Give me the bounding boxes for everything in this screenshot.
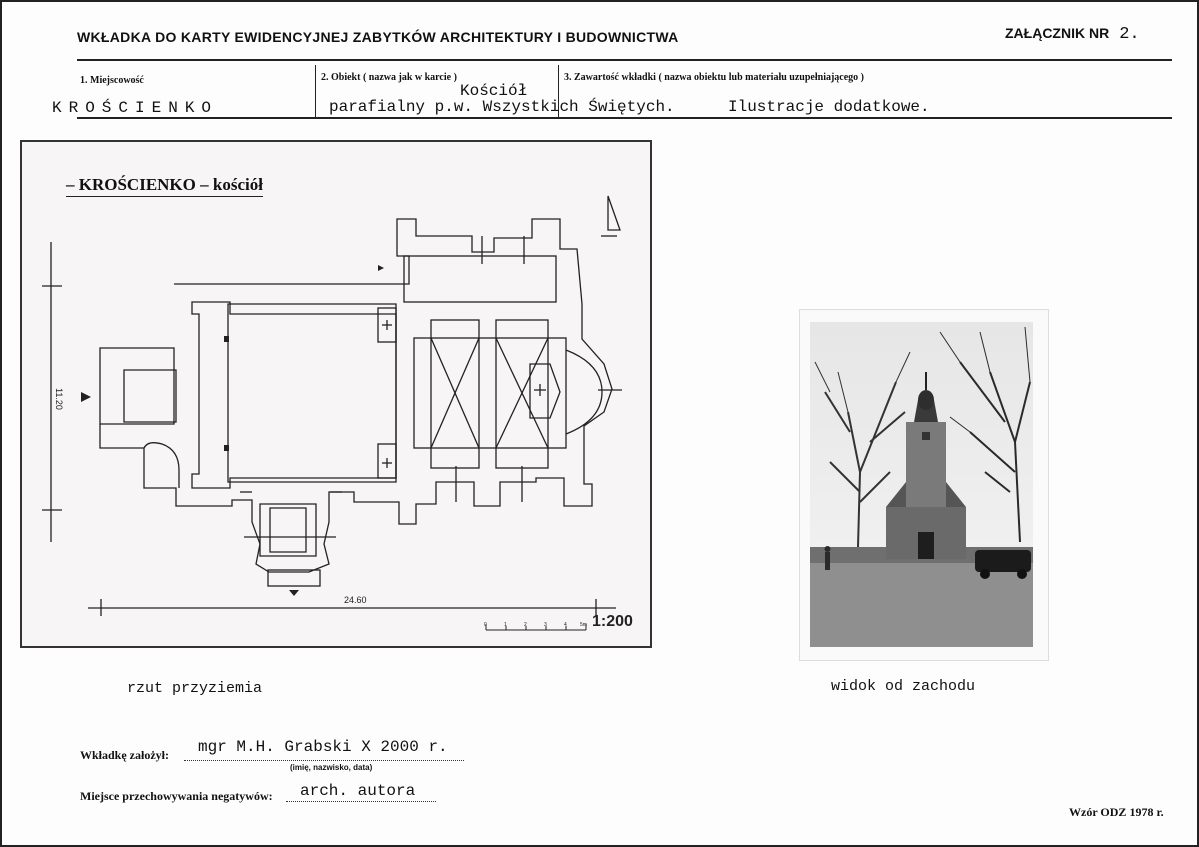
photo-caption: widok od zachodu [831, 678, 976, 695]
content-value: Ilustracje dodatkowe. [728, 98, 930, 116]
plan-title: – KROŚCIENKO – kościół [66, 175, 263, 197]
scale-tick-2: 2 [524, 622, 527, 628]
field-divider-1 [315, 65, 316, 119]
place-label: 1. Miejscowość [80, 75, 144, 86]
document-title: WKŁADKA DO KARTY EWIDENCYJNEJ ZABYTKÓW ARCHITEKTURY I BUDOWNICTWA [77, 29, 679, 45]
plan-dimension-width: 24.60 [344, 595, 367, 605]
plan-dimension-height: 11.20 [54, 388, 64, 410]
founder-dotted-line [184, 760, 464, 761]
founder-hint: (imię, nazwisko, data) [290, 763, 373, 772]
storage-value: arch. autora [300, 782, 416, 800]
scale-tick-0: 0 [484, 622, 487, 628]
founder-value: mgr M.H. Grabski X 2000 r. [198, 738, 448, 756]
header-rule-top [77, 59, 1172, 61]
annex-label [1005, 25, 1140, 44]
south-entrance-arrow-icon [289, 590, 299, 596]
content-label: 3. Zawartość wkładki ( nazwa obiektu lub materiału uzupełniającego ) [564, 72, 865, 83]
object-value-line1: Kościół [460, 82, 528, 100]
church-photo-svg [810, 322, 1033, 647]
founder-label: Wkładkę założył: [80, 748, 169, 762]
north-arrow-icon [608, 196, 620, 230]
pedestrian-icon [825, 546, 831, 570]
floor-plan-svg [22, 142, 652, 648]
plan-scale: 1:200 [592, 613, 633, 630]
form-identifier: Wzór ODZ 1978 r. [1069, 805, 1164, 819]
object-value-line2: parafialny p.w. Wszystkich Świętych. [329, 98, 675, 116]
scale-tick-1: 1 [504, 622, 507, 628]
annex-label-text: ZAŁĄCZNIK NR [1005, 25, 1110, 41]
object-label: 2. Obiekt ( nazwa jak w karcie ) [321, 72, 457, 83]
place-value: KROŚCIENKO [52, 99, 219, 117]
north-entrance-arrow-icon [378, 265, 384, 271]
west-entrance-arrow-icon [81, 392, 91, 402]
header-rule-bottom [77, 117, 1172, 119]
church-photo [810, 322, 1033, 647]
scale-tick-5: 5m [580, 622, 587, 628]
plan-caption: rzut przyziemia [127, 680, 263, 697]
storage-dotted-line [286, 801, 436, 802]
annex-number: 2. [1119, 25, 1140, 44]
scale-tick-4: 4 [564, 622, 567, 628]
floor-plan-drawing [20, 140, 652, 648]
scale-tick-3: 3 [544, 622, 547, 628]
storage-label: Miejsce przechowywania negatywów: [80, 789, 273, 803]
